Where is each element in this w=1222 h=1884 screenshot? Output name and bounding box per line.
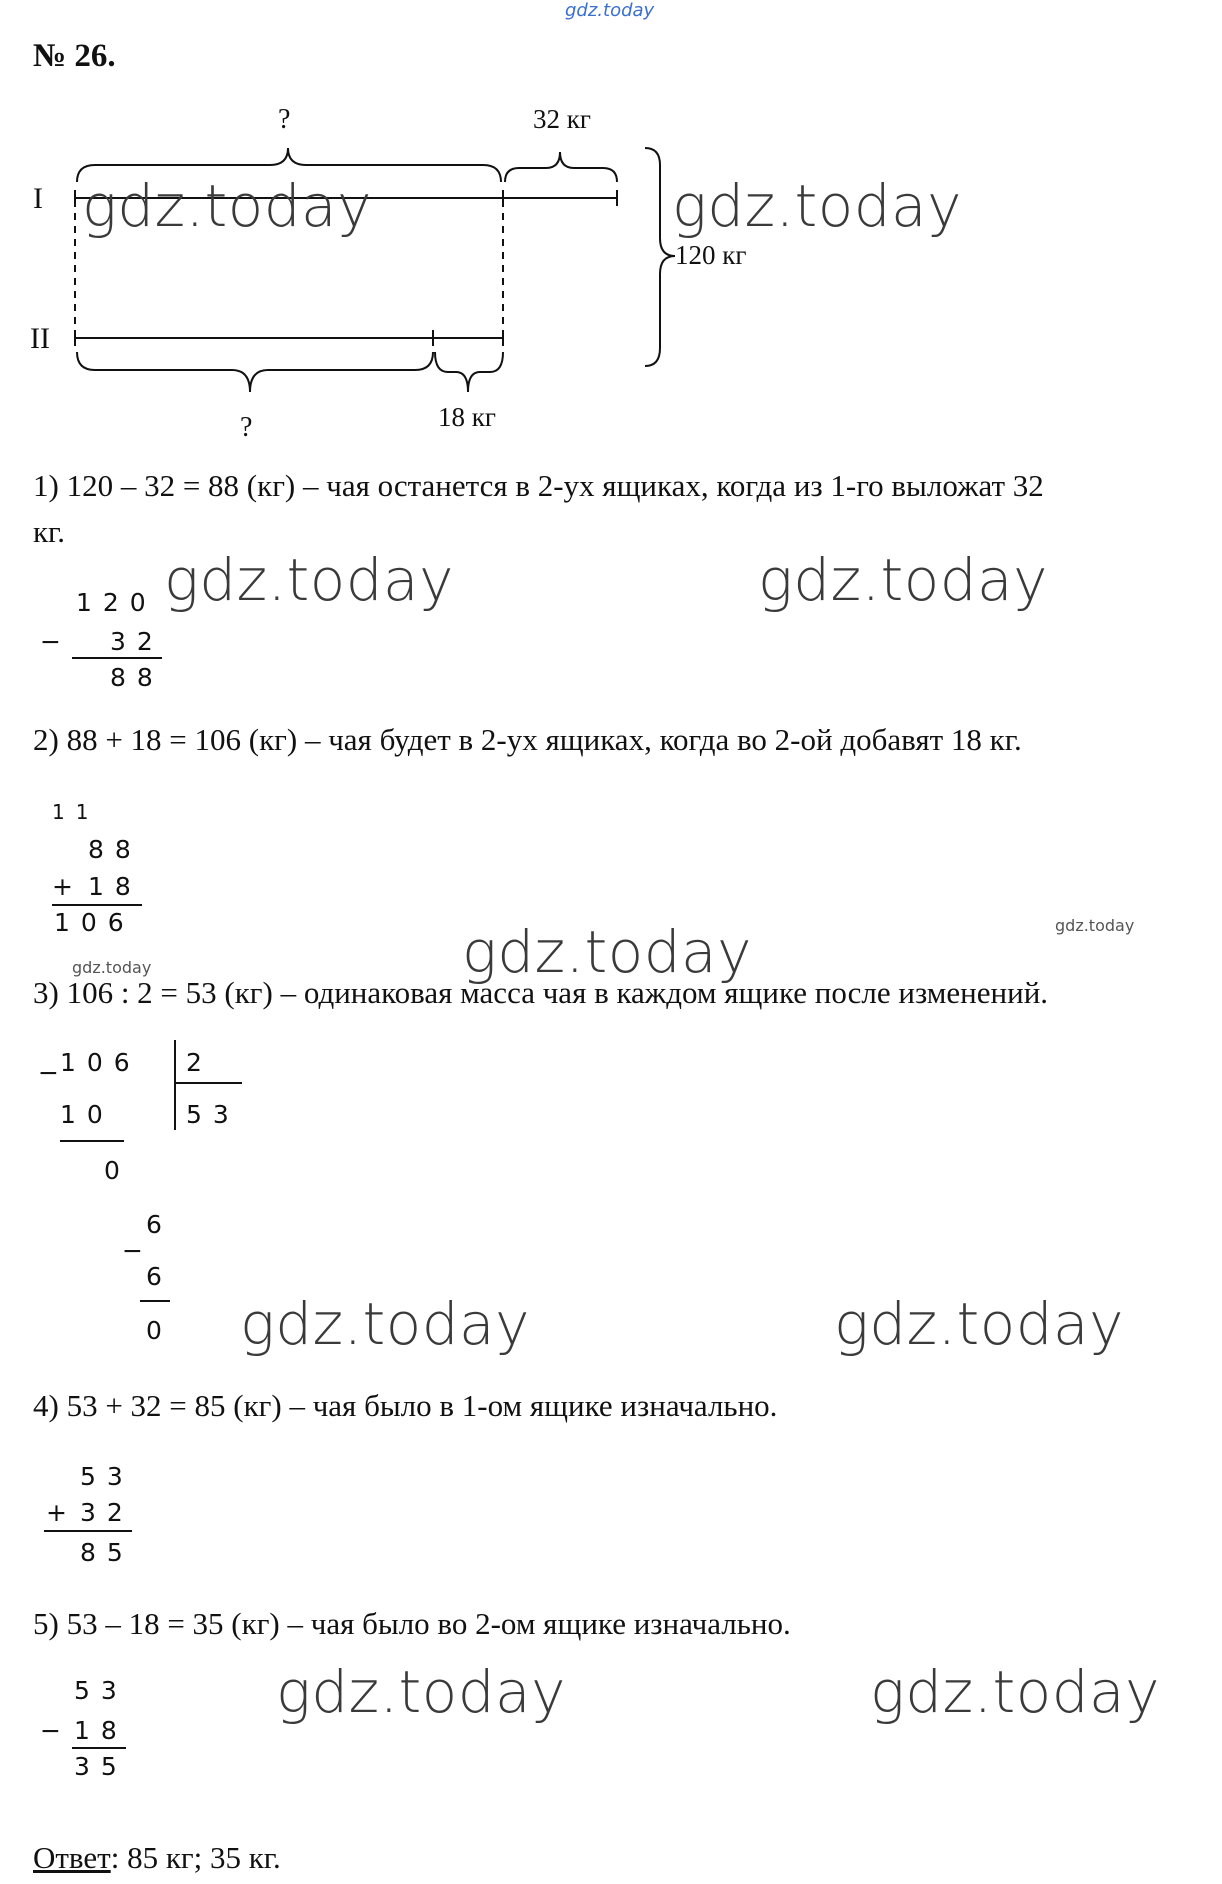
step-2: 2) 88 + 18 = 106 (кг) – чая будет в 2-ух ящиках, когда во 2-ой добавят 18 кг. [33,722,1022,757]
calc2-result: 106 [54,908,135,937]
calc5-rule [72,1747,126,1749]
watermark: gdz.today [870,1658,1160,1726]
calc3-divisor: 2 [186,1048,213,1077]
answer-text: : 85 кг; 35 кг. [110,1840,281,1875]
watermark-small: gdz.today [1055,916,1135,935]
watermark: gdz.today [240,1290,530,1358]
watermark-small: gdz.today [72,958,152,977]
watermark: gdz.today [672,172,962,240]
calc5-bottom: 18 [74,1716,128,1745]
label-32kg: 32 кг [533,104,591,134]
calc3-rule-2 [140,1300,170,1302]
calc2-top: 88 [88,835,142,864]
calc5-top: 53 [74,1676,128,1705]
calc3-sub2: 6 [146,1262,173,1291]
calc2-sign: + [52,872,84,901]
calc2-rule [52,904,142,906]
calc1-top: 120 [76,588,157,617]
calc3-quotient: 53 [186,1100,240,1129]
watermark: gdz.today [276,1658,566,1726]
calc3-divider-horizontal [176,1082,242,1084]
calc1-sign: − [40,627,72,656]
watermark: gdz.today [834,1290,1124,1358]
calc3-sub1: 10 [60,1100,114,1129]
calc3-rem1: 0 [104,1156,131,1185]
unknown-top: ? [278,104,291,135]
calc1-rule [72,657,162,659]
calc4-bottom: 32 [80,1498,134,1527]
calc1-result: 88 [110,663,164,692]
calc4-rule [44,1530,132,1532]
calc3-bring: 6 [146,1210,173,1239]
calc2-bottom: 18 [88,872,142,901]
calc3-sign-2: − [122,1236,154,1265]
watermark: gdz.today [758,546,1048,614]
watermark: gdz.today [462,918,752,986]
calc2-carry: 11 [52,800,100,824]
calc3-divider-vertical [174,1040,176,1130]
calc4-result: 85 [80,1538,134,1567]
watermark: gdz.today [82,172,372,240]
answer-label: Ответ [33,1840,111,1875]
unknown-bottom: ? [240,412,253,443]
calc3-rule-1 [60,1140,124,1142]
calc5-sign: − [40,1716,72,1745]
answer [33,1840,281,1876]
calc5-result: 35 [74,1752,128,1781]
step-5: 5) 53 – 18 = 35 (кг) – чая было во 2-ом ящике изначально. [33,1606,791,1641]
watermark: gdz.today [164,546,454,614]
calc3-rem2: 0 [146,1316,173,1345]
segment-label-2: II [30,322,50,355]
step-1-cont: кг. [33,514,66,549]
calc3-sign-1: − [38,1058,70,1087]
diagram-lines [0,90,780,450]
calc4-top: 53 [80,1462,134,1491]
calc1-bottom: 32 [110,627,164,656]
calc3-dividend: 106 [60,1048,141,1077]
step-4: 4) 53 + 32 = 85 (кг) – чая было в 1-ом ящике изначально. [33,1388,778,1423]
label-total: 120 кг [675,240,747,270]
step-1: 1) 120 – 32 = 88 (кг) – чая останется в 2-ух ящиках, когда из 1-го выложат 32 [33,468,1044,503]
problem-number: № 26. [33,38,116,74]
segment-label-1: I [33,182,43,215]
calc4-sign: + [46,1498,78,1527]
step-3: 3) 106 : 2 = 53 (кг) – одинаковая масса чая в каждом ящике после изменений. [33,975,1049,1010]
label-18kg: 18 кг [438,402,496,432]
watermark-top: gdz.today [565,0,655,21]
